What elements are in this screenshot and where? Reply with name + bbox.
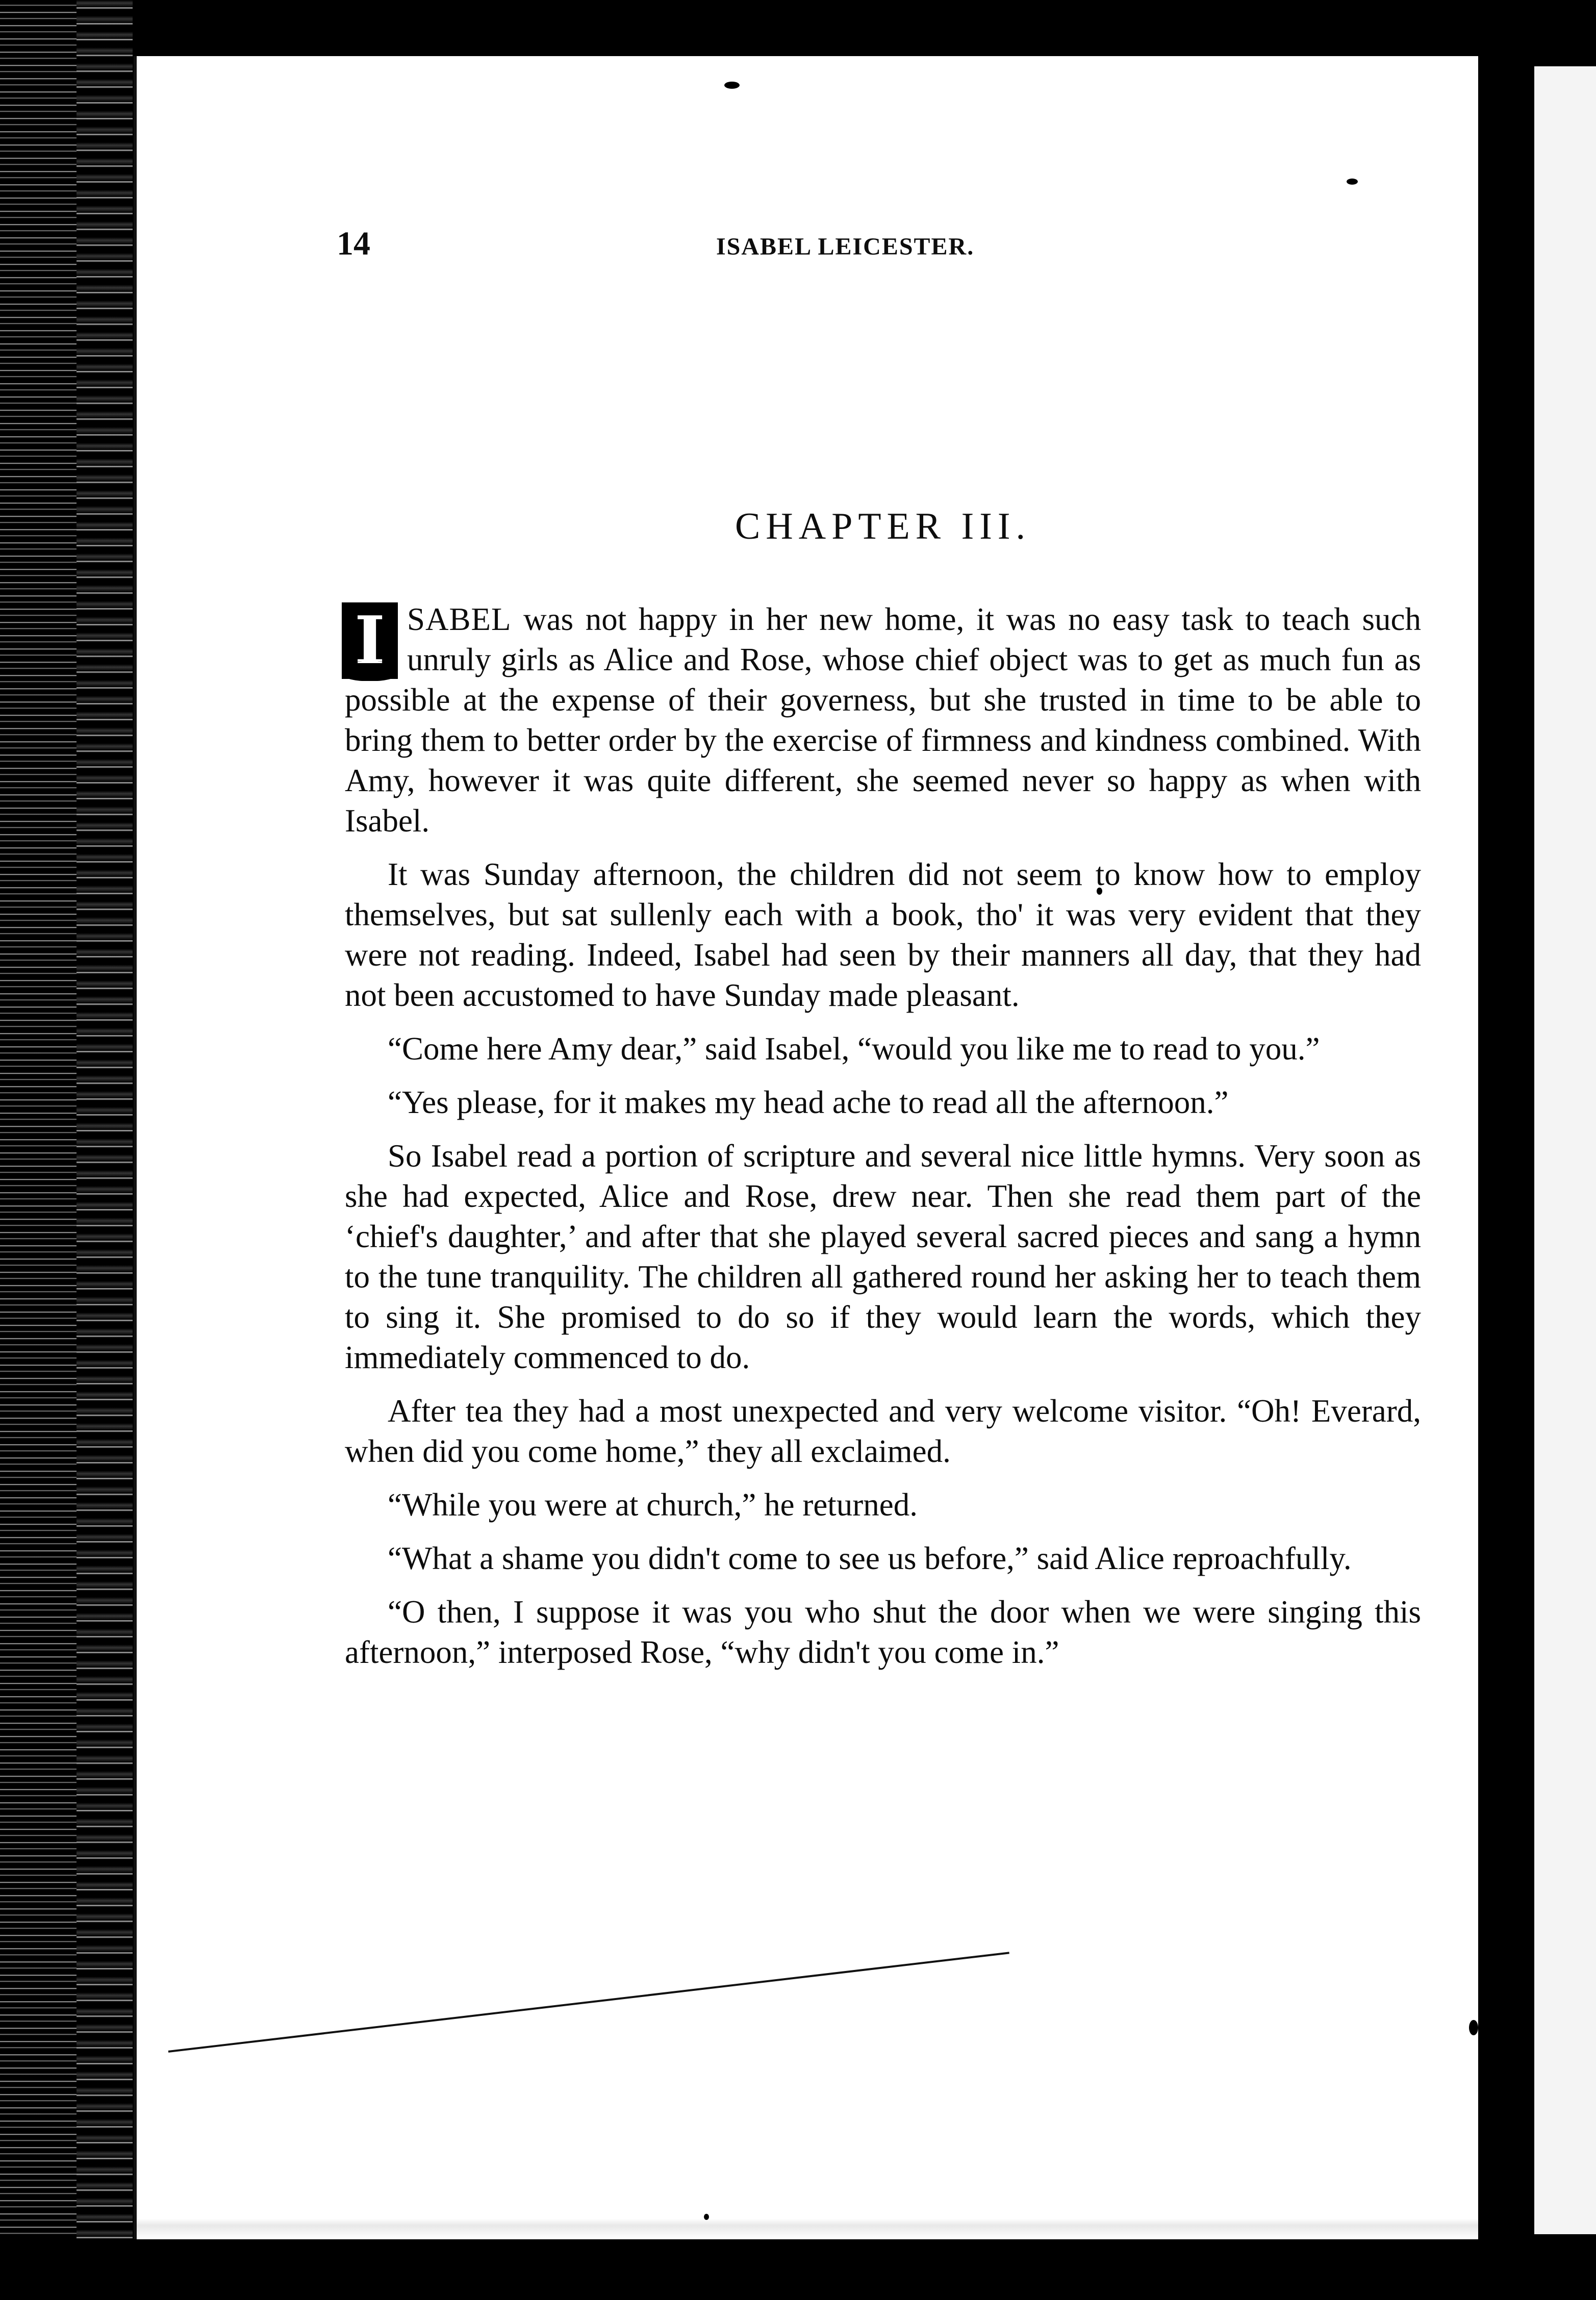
- chapter-heading: CHAPTER III.: [734, 506, 1031, 547]
- next-page-edge: [1534, 66, 1596, 2234]
- book-left-edge: [0, 0, 77, 2300]
- drop-cap-letter: I: [342, 602, 398, 679]
- paragraph-text: was not happy in her new home, it was no easy task to teach such unruly girls as Alice and Rose, whose chief object was to get as much fun as possible at the expense of their governess, but she trusted in time to be able to bring them to better order by the exercise of firmness and kindness combined. With Amy, however it was quite different, she seemed never so happy as when with Isabel.: [345, 601, 1421, 839]
- paragraph: “Come here Amy dear,” said Isabel, “would you like me to read to you.”: [388, 1031, 1320, 1067]
- page-text: [337, 224, 1421, 1670]
- paragraph: “O then, I suppose it was you who shut the door when we were singing this afternoon,” interposed Rose, “why didn't you come in.”: [345, 1594, 1421, 1670]
- page-number: 14: [337, 225, 370, 262]
- scan-speck: [1347, 179, 1358, 185]
- paragraph: After tea they had a most unexpected and very welcome visitor. “Oh! Everard, when did you come home,” they all exclaimed.: [345, 1393, 1421, 1469]
- paragraph: [345, 599, 1421, 841]
- page-bottom-edge: [137, 2193, 1478, 2239]
- book-bottom-shadow: [0, 2239, 1596, 2300]
- drop-cap: [342, 602, 402, 679]
- paragraph: “Yes please, for it makes my head ache to read all the afternoon.”: [388, 1084, 1229, 1120]
- chapter-body: [345, 599, 1421, 1686]
- scan-speck: [1469, 2020, 1478, 2035]
- paragraph: “While you were at church,” he returned.: [388, 1487, 918, 1523]
- scan-speck: [704, 2214, 709, 2220]
- running-title: ISABEL LEICESTER.: [716, 233, 975, 260]
- running-head: [337, 224, 1421, 270]
- scan-speck: [724, 82, 740, 89]
- drop-cap-ornament: [342, 661, 398, 681]
- paragraph: “What a shame you didn't come to see us before,” said Alice reproachfully.: [388, 1540, 1352, 1576]
- book-right-shadow: [1478, 0, 1534, 2300]
- paragraph: So Isabel read a portion of scripture and several nice little hymns. Very soon as she had expected, Alice and Rose, drew near. Then she read them part of the ‘chief's daughter,’ and after that she played several sacred pieces and sang a hymn to the tune tranquility. The children all gathered round her asking her to teach them to sing it. She promised to do so if they would learn the words, which they immediately commenced to do.: [345, 1138, 1421, 1375]
- paragraph-lead: SABEL: [407, 601, 512, 637]
- paragraph: It was Sunday afternoon, the children did not seem to know how to employ themselves, but sat sullenly each with a book, tho' it was very evident that they were not reading. Indeed, Isabel had seen by their manners all day, that they had not been accustomed to have Sunday made pleasant.: [345, 856, 1421, 1013]
